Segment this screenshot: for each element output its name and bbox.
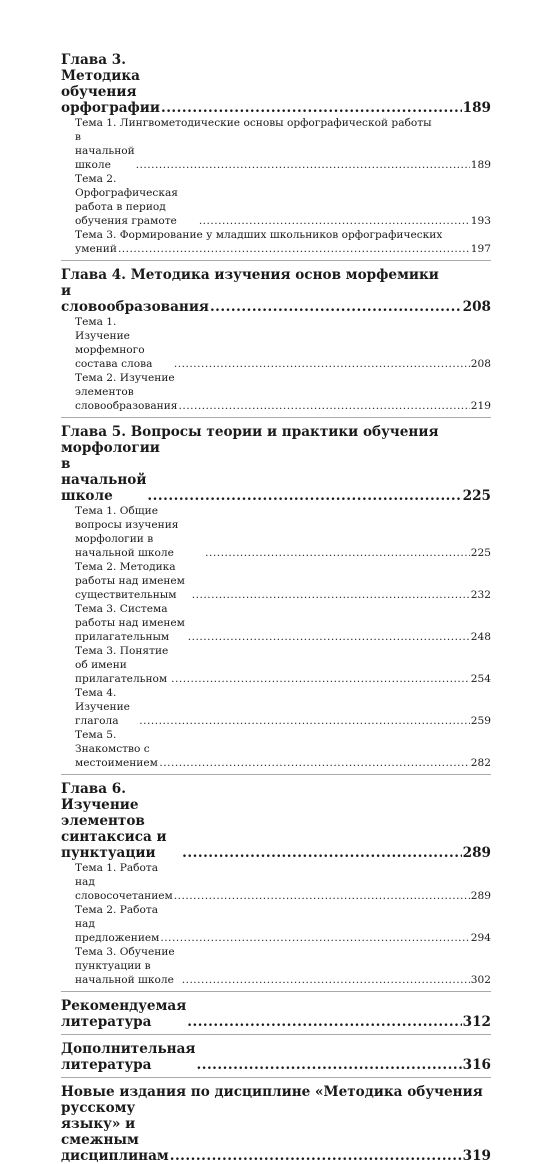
toc-topic[interactable]	[61, 116, 491, 172]
chapter-title-line: в начальной школе	[61, 456, 147, 504]
topic-title: Тема 2. Методика работы над именем существительным	[75, 561, 185, 601]
section-title: Дополнительная литература	[61, 1041, 196, 1073]
leader-dots	[210, 299, 462, 315]
leader-dots	[170, 1148, 462, 1164]
toc-topic[interactable]	[61, 644, 491, 686]
toc-new-editions[interactable]	[61, 1084, 491, 1164]
topic-title: Тема 2. Изучение элементов словообразования	[75, 372, 178, 412]
page-number: 219	[470, 400, 491, 412]
leader-dots	[174, 889, 470, 903]
leader-dots	[136, 158, 470, 172]
page-number: 232	[470, 589, 491, 601]
toc-additional-literature[interactable]	[61, 1041, 491, 1073]
leader-dots	[182, 845, 461, 861]
topic-title: Тема 2. Работа над предложением	[75, 904, 160, 944]
leader-dots	[205, 546, 470, 560]
leader-dots	[196, 1057, 461, 1073]
topic-title: Тема 5. Знакомство с местоимением	[75, 729, 158, 769]
toc-topic[interactable]	[61, 172, 491, 228]
page-number: 259	[470, 715, 491, 727]
section-divider	[61, 1034, 491, 1041]
toc-topic[interactable]	[61, 504, 491, 560]
chapter-title: Глава 3. Методика обучения орфографии	[61, 52, 160, 116]
leader-dots	[147, 488, 461, 504]
leader-dots	[174, 357, 470, 371]
topic-title: Тема 1. Изучение морфемного состава слова	[75, 316, 153, 370]
section-title-line: языку» и смежным дисциплинам	[61, 1116, 169, 1164]
page-number: 316	[462, 1057, 491, 1073]
chapter-title-line: Глава 5. Вопросы теории и практики обучения морфологии	[61, 424, 439, 456]
page-number: 282	[470, 757, 491, 769]
topic-title-line: Тема 1. Лингвометодические основы орфографической работы	[75, 117, 432, 129]
leader-dots	[171, 672, 470, 686]
page-number: 189	[462, 100, 491, 116]
page-number: 197	[470, 243, 491, 255]
page-number: 208	[470, 358, 491, 370]
leader-dots	[188, 630, 470, 644]
leader-dots	[160, 931, 469, 945]
toc-chapter-4[interactable]	[61, 267, 491, 315]
toc-chapter-3[interactable]	[61, 52, 491, 116]
section-divider	[61, 1077, 491, 1084]
leader-dots	[118, 242, 470, 256]
chapter-title: Глава 6. Изучение элементов синтаксиса и пунктуации	[61, 781, 167, 861]
topic-title: Тема 1. Работа над словосочетанием	[75, 862, 173, 902]
page-number: 189	[470, 159, 491, 171]
toc-topic[interactable]	[61, 728, 491, 770]
leader-dots	[187, 1014, 461, 1030]
chapter-title-line: Глава 4. Методика изучения основ морфемики	[61, 267, 439, 283]
page-number: 319	[462, 1148, 491, 1164]
page-number: 208	[462, 299, 491, 315]
page-number: 193	[470, 215, 491, 227]
toc-topic[interactable]	[61, 861, 491, 903]
toc-recommended-literature[interactable]	[61, 998, 491, 1030]
page-number: 225	[462, 488, 491, 504]
section-title: Рекомендуемая литература	[61, 998, 187, 1030]
topic-title: Тема 4. Изучение глагола	[75, 687, 130, 727]
toc-topic[interactable]	[61, 315, 491, 371]
toc-chapter-5[interactable]	[61, 424, 491, 504]
page-number: 225	[470, 547, 491, 559]
section-title-line: Новые издания по дисциплине «Методика обучения русскому	[61, 1084, 483, 1116]
toc-chapter-6[interactable]	[61, 781, 491, 861]
leader-dots	[159, 756, 469, 770]
topic-title: Тема 3. Понятие об имени прилагательном	[75, 645, 169, 685]
page-number: 254	[470, 673, 491, 685]
topic-title: Тема 2. Орфографическая работа в период обучения грамоте	[75, 173, 178, 227]
page-number: 248	[470, 631, 491, 643]
leader-dots	[139, 714, 470, 728]
toc-topic[interactable]	[61, 371, 491, 413]
toc-topic[interactable]	[61, 228, 491, 256]
leader-dots	[199, 214, 470, 228]
toc-topic[interactable]	[61, 945, 491, 987]
table-of-contents	[61, 52, 491, 1164]
section-divider	[61, 774, 491, 781]
topic-title: Тема 3. Система работы над именем прилагательным	[75, 603, 185, 643]
leader-dots	[192, 588, 470, 602]
page-number: 294	[470, 932, 491, 944]
chapter-title-line: и словообразования	[61, 283, 209, 315]
toc-topic[interactable]	[61, 903, 491, 945]
topic-title-line: умений	[75, 243, 117, 255]
toc-topic[interactable]	[61, 602, 491, 644]
page-number: 289	[462, 845, 491, 861]
page-number: 289	[470, 890, 491, 902]
toc-topic[interactable]	[61, 686, 491, 728]
leader-dots	[182, 973, 470, 987]
leader-dots	[161, 100, 462, 116]
topic-title: Тема 3. Обучение пунктуации в начальной школе	[75, 946, 175, 986]
topic-title: Тема 1. Общие вопросы изучения морфологии в начальной школе	[75, 505, 179, 559]
topic-title-line: в начальной школе	[75, 131, 135, 171]
toc-topic[interactable]	[61, 560, 491, 602]
leader-dots	[178, 399, 469, 413]
section-divider	[61, 260, 491, 267]
page-number: 312	[462, 1014, 491, 1030]
section-divider	[61, 417, 491, 424]
section-divider	[61, 991, 491, 998]
topic-title-line: Тема 3. Формирование у младших школьников орфографических	[75, 229, 443, 241]
page-number: 302	[470, 974, 491, 986]
